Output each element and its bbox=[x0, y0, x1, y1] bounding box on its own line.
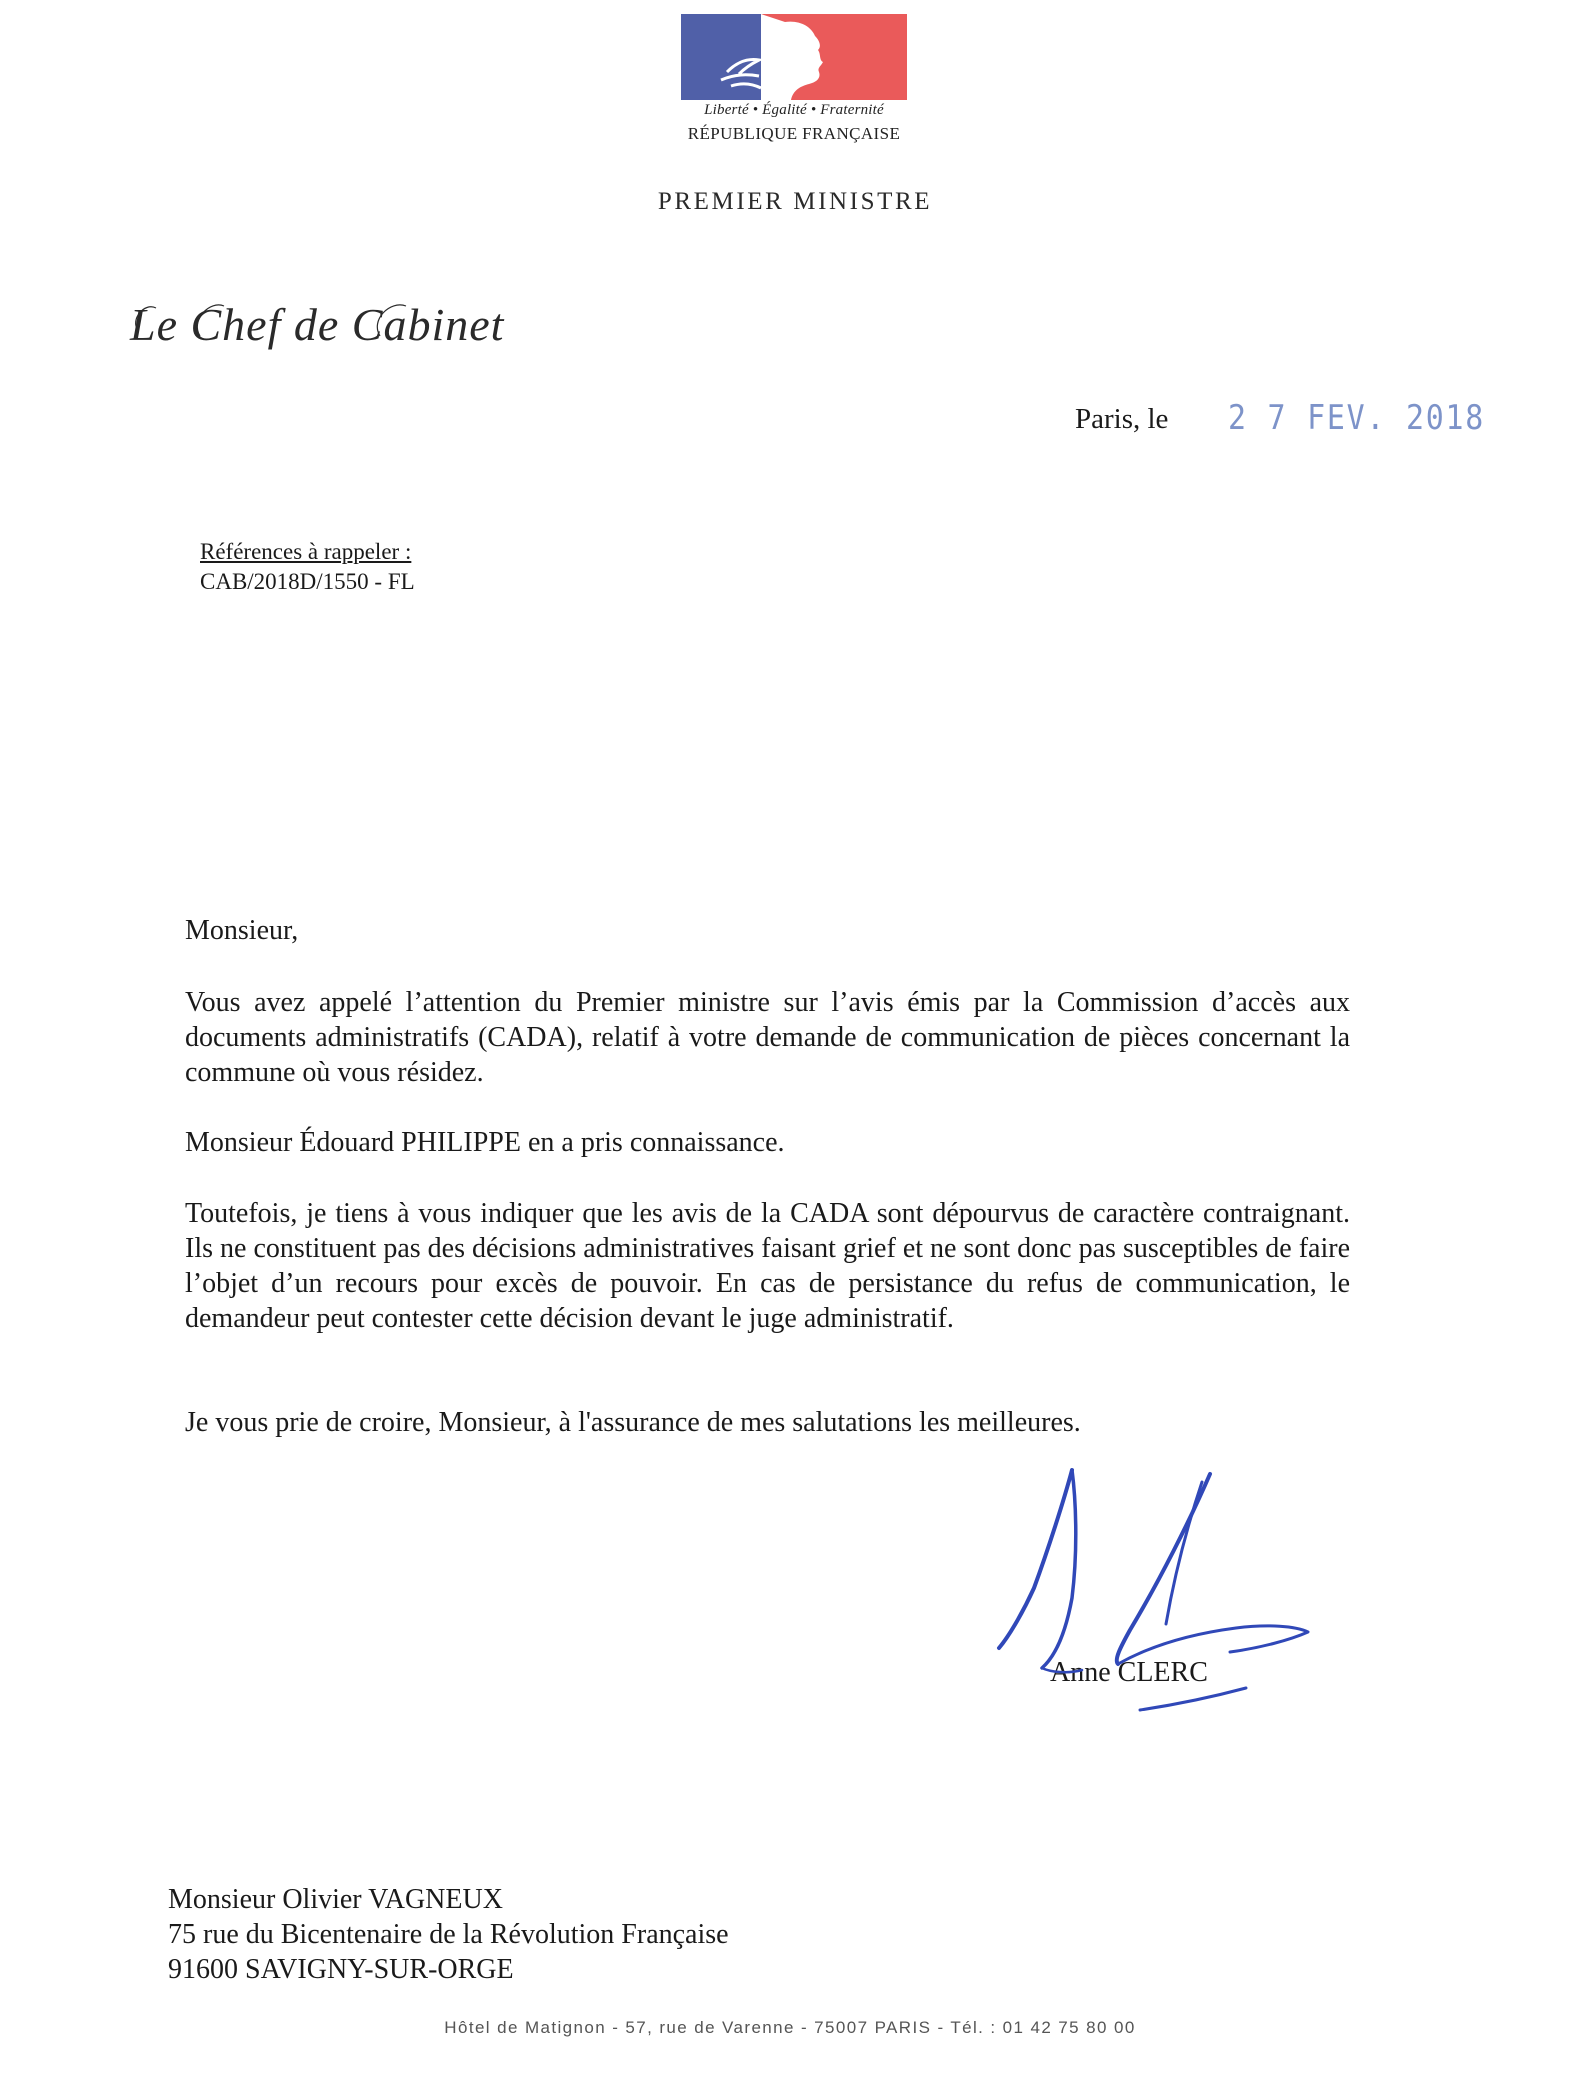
salutation: Monsieur, bbox=[185, 915, 299, 946]
handwritten-signature bbox=[990, 1460, 1340, 1720]
footer-address: Hôtel de Matignon - 57, rue de Varenne - 75007 PARIS - Tél. : 01 42 75 80 00 bbox=[444, 2018, 1136, 2037]
body-paragraph: Vous avez appelé l’attention du Premier ministre sur l’avis émis par la Commission d’accès aux documents administratifs (CADA), relatif à votre demande de communication de pièces concernant la commune où vous résidez. bbox=[185, 987, 1350, 1088]
marianne-flag-icon bbox=[681, 14, 907, 100]
reference-label: Références à rappeler : bbox=[200, 539, 412, 564]
ministere-title: PREMIER MINISTRE bbox=[657, 188, 933, 215]
recipient-city: 91600 SAVIGNY-SUR-ORGE bbox=[168, 1954, 514, 1985]
marianne-logo bbox=[681, 14, 907, 149]
chef-de-cabinet-calligraphy bbox=[120, 290, 540, 360]
signer-name: Anne CLERC bbox=[1050, 1657, 1208, 1688]
date-place: Paris, le bbox=[1075, 403, 1169, 435]
reference-value: CAB/2018D/1550 - FL bbox=[200, 569, 415, 594]
recipient-name: Monsieur Olivier VAGNEUX bbox=[168, 1884, 503, 1915]
body-paragraph: Toutefois, je tiens à vous indiquer que les avis de la CADA sont dépourvus de caractère contraignant. Ils ne constituent pas des décisions administratives faisant grief et ne sont donc pas susceptibles de faire l’objet d’un recours pour excès de pouvoir. En cas de persistance du refus de communication, le demandeur peut contester cette décision devant le juge administratif. bbox=[185, 1198, 1350, 1334]
body-paragraph: Monsieur Édouard PHILIPPE en a pris connaissance. bbox=[185, 1127, 785, 1158]
republique-francaise: RÉPUBLIQUE FRANÇAISE bbox=[687, 124, 901, 143]
date-stamp: 2 7 FEV. 2018 bbox=[1228, 398, 1486, 438]
motto: Liberté • Égalité • Fraternité bbox=[704, 102, 884, 118]
recipient-street: 75 rue du Bicentenaire de la Révolution Française bbox=[168, 1919, 729, 1950]
body-paragraph: Je vous prie de croire, Monsieur, à l'assurance de mes salutations les meilleures. bbox=[185, 1407, 1081, 1438]
svg-text:Le Chef de Cabinet: Le Chef de Cabinet bbox=[130, 299, 505, 350]
